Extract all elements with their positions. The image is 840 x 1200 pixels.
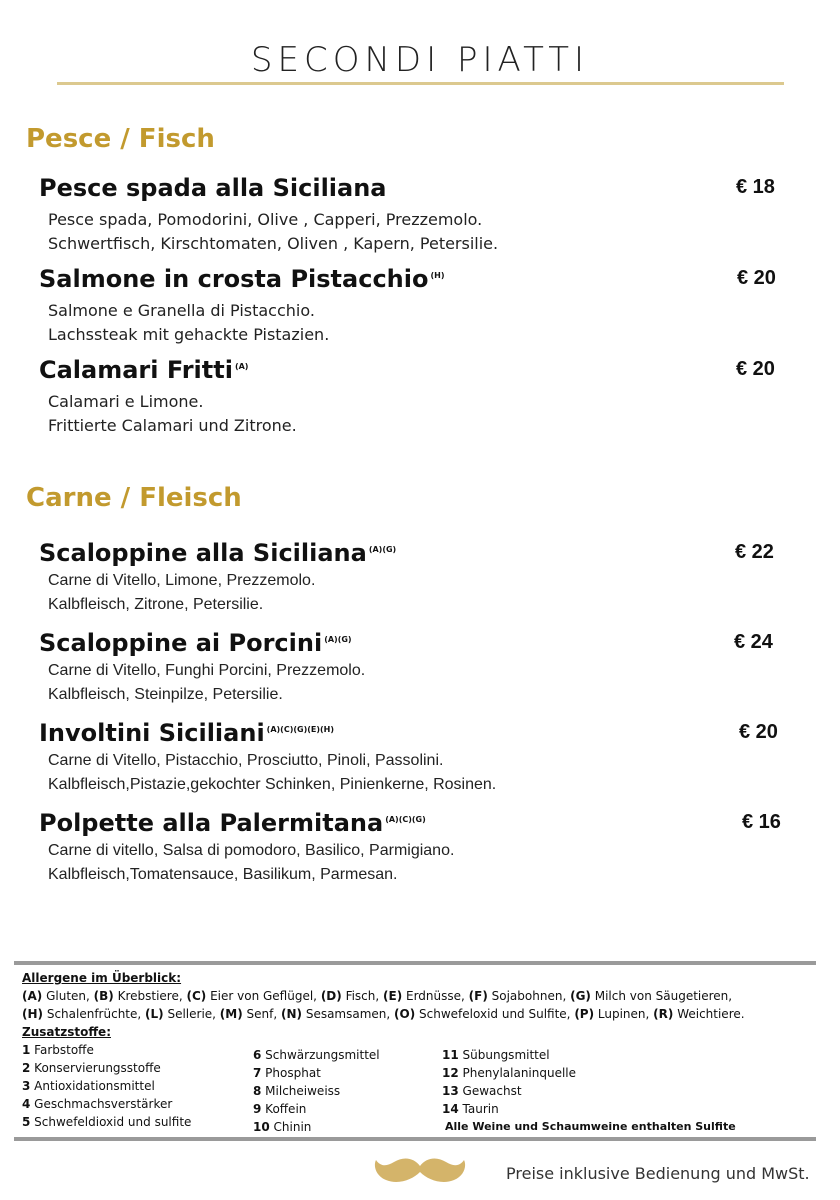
- description-german: Kalbfleisch,Tomatensauce, Basilikum, Parmesan.: [48, 866, 398, 883]
- dish-price: € 20: [736, 358, 775, 380]
- description-german: Schwertfisch, Kirschtomaten, Oliven , Kapern, Petersilie.: [48, 234, 499, 253]
- allergen-heading: Allergene im Überblick:: [22, 971, 182, 985]
- additive-item: 12 Phenylalaninquelle: [442, 1066, 577, 1080]
- description-german: Kalbfleisch,Pistazie,gekochter Schinken, Pinienkerne, Rosinen.: [48, 776, 497, 793]
- dish-calamari: [39, 356, 799, 438]
- allergen-codes: (H): [430, 271, 445, 280]
- additives-column-2: [253, 1046, 380, 1136]
- dish-name: Calamari Fritti $^{(A)}$: [39, 356, 249, 384]
- dish-price: € 18: [736, 176, 775, 198]
- dish-salmone: [39, 265, 799, 347]
- dish-pesce-spada: [39, 174, 799, 256]
- dish-description: [48, 390, 799, 438]
- dish-price: € 20: [739, 721, 778, 743]
- dish-name: Scaloppine ai Porcini $^{(A)(G)}$: [39, 629, 352, 657]
- section-heading-fish: Pesce / Fisch: [26, 124, 215, 154]
- dish-name: Scaloppine alla Siciliana $^{(A)(G)}$: [39, 539, 397, 567]
- wine-sulfite-note: Alle Weine und Schaumweine enthalten Sulfite: [445, 1120, 736, 1133]
- page-title: SECONDI PIATTI: [250, 40, 590, 80]
- allergen-line-1: (A) Gluten, (B) Krebstiere, (C) Eier von Geflügel, (D) Fisch, (E) Erdnüsse, (F) Sojabohnen, (G) Milch von Säugetieren,: [22, 989, 733, 1003]
- additive-item: 3 Antioxidationsmittel: [22, 1079, 155, 1093]
- dish-description: [48, 299, 799, 347]
- allergen-codes: (A): [234, 362, 249, 371]
- section-heading-meat: Carne / Fleisch: [26, 483, 242, 513]
- additive-item: 1 Farbstoffe: [22, 1043, 94, 1057]
- dish-name: Salmone in crosta Pistacchio $^{(H)}$: [39, 265, 445, 293]
- additive-item: 13 Gewachst: [442, 1084, 522, 1098]
- description-german: Frittierte Calamari und Zitrone.: [48, 416, 297, 435]
- additive-item: 14 Taurin: [442, 1102, 499, 1116]
- additive-item: 4 Geschmachsverstärker: [22, 1097, 173, 1111]
- description-german: Kalbfleisch, Zitrone, Petersilie.: [48, 596, 264, 613]
- dish-scaloppine-porcini: [39, 629, 799, 707]
- dish-name: Pesce spada alla Siciliana: [39, 174, 387, 202]
- additive-item: 7 Phosphat: [253, 1066, 321, 1080]
- dish-description: [48, 569, 799, 617]
- dish-price: € 20: [737, 267, 776, 289]
- allergen-codes: (A)(C)(G)(E)(H): [266, 725, 335, 734]
- description-italian: Carne di vitello, Salsa di pomodoro, Basilico, Parmigiano.: [48, 842, 455, 859]
- additives-column-1: [22, 1041, 191, 1131]
- additive-item: 6 Schwärzungsmittel: [253, 1048, 380, 1062]
- additive-item: 10 Chinin: [253, 1120, 312, 1134]
- description-italian: Carne di Vitello, Pistacchio, Prosciutto, Pinoli, Passolini.: [48, 752, 444, 769]
- dish-polpette: [39, 809, 799, 887]
- dish-description: [48, 208, 799, 256]
- footer-divider-bottom: [14, 1137, 816, 1141]
- additive-item: 5 Schwefeldioxid und sulfite: [22, 1115, 192, 1129]
- allergen-line-2: (H) Schalenfrüchte, (L) Sellerie, (M) Senf, (N) Sesamsamen, (O) Schwefeloxid und Sulfite, (P) Lupinen, (R) Weichtiere.: [22, 1007, 745, 1021]
- additives-heading: Zusatzstoffe:: [22, 1025, 111, 1039]
- additive-item: 8 Milcheiweiss: [253, 1084, 341, 1098]
- description-italian: Salmone e Granella di Pistacchio.: [48, 301, 315, 320]
- allergen-codes: (A)(C)(G): [385, 815, 426, 824]
- dish-name: Involtini Siciliani $^{(A)(C)(G)(E)(H)}$: [39, 719, 335, 747]
- dish-scaloppine-siciliana: [39, 539, 799, 617]
- allergen-codes: (A)(G): [368, 545, 397, 554]
- description-italian: Pesce spada, Pomodorini, Olive , Capperi, Prezzemolo.: [48, 210, 483, 229]
- dish-involtini: [39, 719, 799, 797]
- mustache-logo-icon: [372, 1156, 468, 1190]
- price-note: Preise inklusive Bedienung und MwSt.: [506, 1164, 810, 1183]
- dish-price: € 22: [735, 541, 774, 563]
- dish-price: € 16: [742, 811, 781, 833]
- description-italian: Carne di Vitello, Limone, Prezzemolo.: [48, 572, 316, 589]
- allergen-codes: (A)(G): [324, 635, 352, 644]
- additives-column-3: [442, 1046, 736, 1136]
- description-italian: Calamari e Limone.: [48, 392, 204, 411]
- additive-item: 9 Koffein: [253, 1102, 307, 1116]
- allergen-legend: [22, 969, 812, 1041]
- dish-name: Polpette alla Palermitana $^{(A)(C)(G)}$: [39, 809, 426, 837]
- description-german: Lachssteak mit gehackte Pistazien.: [48, 325, 330, 344]
- title-divider: [57, 82, 784, 85]
- dish-description: [48, 659, 799, 707]
- dish-description: [48, 839, 799, 887]
- additive-item: 2 Konservierungsstoffe: [22, 1061, 161, 1075]
- description-italian: Carne di Vitello, Funghi Porcini, Prezzemolo.: [48, 662, 366, 679]
- footer-divider-top: [14, 961, 816, 965]
- dish-price: € 24: [734, 631, 773, 653]
- additive-item: 11 Sübungsmittel: [442, 1048, 550, 1062]
- dish-description: [48, 749, 799, 797]
- description-german: Kalbfleisch, Steinpilze, Petersilie.: [48, 686, 283, 703]
